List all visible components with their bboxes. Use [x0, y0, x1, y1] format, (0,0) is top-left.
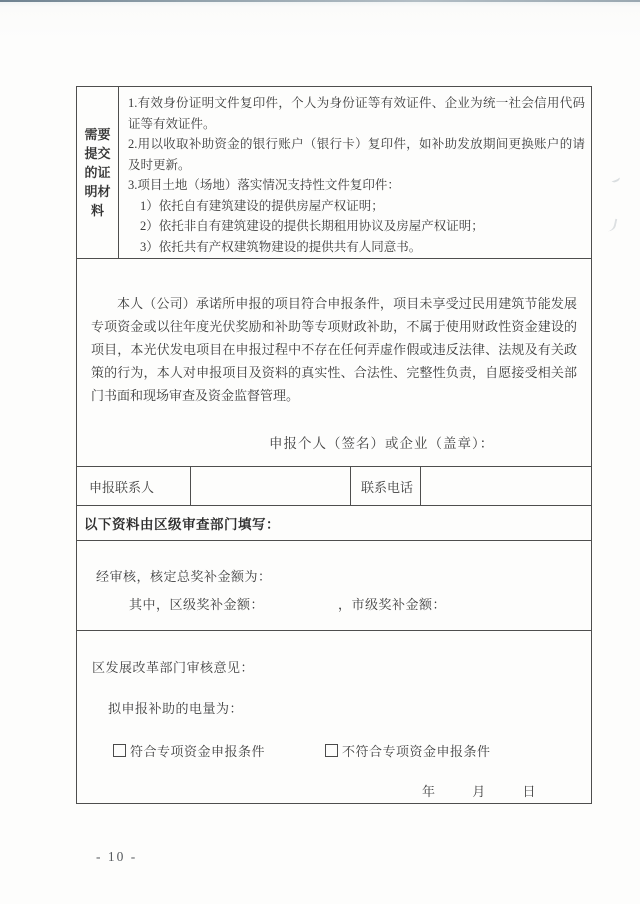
review-note-text: 以下资料由区级审查部门填写：	[84, 517, 280, 532]
materials-item: 1.有效身份证明文件复印件，个人为身份证等有效证件、企业为统一社会信用代码证等有效证件。	[128, 96, 585, 131]
contact-name-label-cell: 申报联系人	[77, 467, 191, 505]
checkbox-icon	[113, 744, 126, 757]
materials-subitem: 1）依托自有建筑建设的提供房屋产权证明；	[140, 198, 384, 213]
review-amounts-row	[77, 540, 591, 630]
opinion-row	[77, 630, 591, 803]
scan-artifact	[607, 217, 618, 232]
materials-subitem: 2）依托非自有建筑建设的提供长期租用协议及房屋产权证明；	[140, 219, 484, 233]
checkbox-eligible-label: 符合专项资金申报条件	[130, 744, 266, 759]
checkbox-icon	[325, 744, 338, 757]
scan-edge-shadow	[0, 0, 640, 2]
review-note-row	[77, 505, 591, 540]
opinion-title: 区发展改革部门审核意见：	[92, 660, 255, 675]
contact-row	[77, 466, 591, 505]
page-number: - 10 -	[96, 849, 138, 864]
materials-header-line: 需要	[84, 127, 111, 142]
declaration-row	[77, 258, 591, 466]
checkbox-option-ineligible[interactable]	[325, 741, 491, 760]
contact-name-input-cell[interactable]	[191, 467, 351, 505]
contact-phone-label-cell: 联系电话	[351, 467, 421, 505]
date-line	[77, 781, 591, 800]
form-table	[76, 86, 592, 804]
materials-header-line: 的证	[84, 165, 111, 180]
year-label: 年	[422, 784, 436, 799]
materials-content-cell	[119, 87, 591, 258]
declaration-text: 本人（公司）承诺所申报的项目符合申报条件，项目未享受过民用建筑节能发展专项资金或以往年度光伏奖励和补助等专项财政补助，不属于使用财政性资金建设的项目，本光伏发电项目在申报过程中不存在任何弄虚作假或违反法律、法规及有关政策的行为，本人对申报项目及资料的真实性、合法性、完整性负责，自愿接受相关部门书面和现场审查及资金监督管理。	[91, 296, 577, 403]
materials-header-cell	[77, 87, 119, 258]
award-detail-line	[77, 594, 591, 613]
materials-header-line: 提交	[84, 146, 111, 161]
contact-phone-input-cell[interactable]	[421, 467, 591, 505]
electricity-line: 拟申报补助的电量为：	[108, 701, 244, 716]
day-label: 日	[522, 784, 537, 799]
scan-artifact	[610, 174, 621, 183]
materials-row	[77, 87, 591, 258]
checkbox-ineligible-label: 不符合专项资金申报条件	[342, 744, 491, 759]
signature-line-label: 申报个人（签名）或企业（盖章）：	[269, 436, 495, 451]
eligibility-checkbox-line	[77, 741, 591, 760]
total-award-line: 经审核，核定总奖补金额为：	[96, 569, 272, 584]
month-label: 月	[472, 784, 486, 799]
city-award-label: ，市级奖补金额：	[338, 597, 447, 612]
materials-subitem: 3）依托共有产权建筑物建设的提供共有人同意书。	[140, 239, 422, 254]
materials-header-line: 料	[90, 203, 104, 218]
materials-item: 2.用以收取补助资金的银行账户（银行卡）复印件，如补助发放期间更换账户的请及时更新。	[128, 137, 585, 172]
checkbox-option-eligible[interactable]	[113, 741, 265, 760]
materials-item: 3.项目土地（场地）落实情况支持性文件复印件：	[128, 178, 400, 192]
materials-header-line: 明材	[84, 184, 111, 199]
district-award-label: 其中，区级奖补金额：	[129, 597, 265, 612]
